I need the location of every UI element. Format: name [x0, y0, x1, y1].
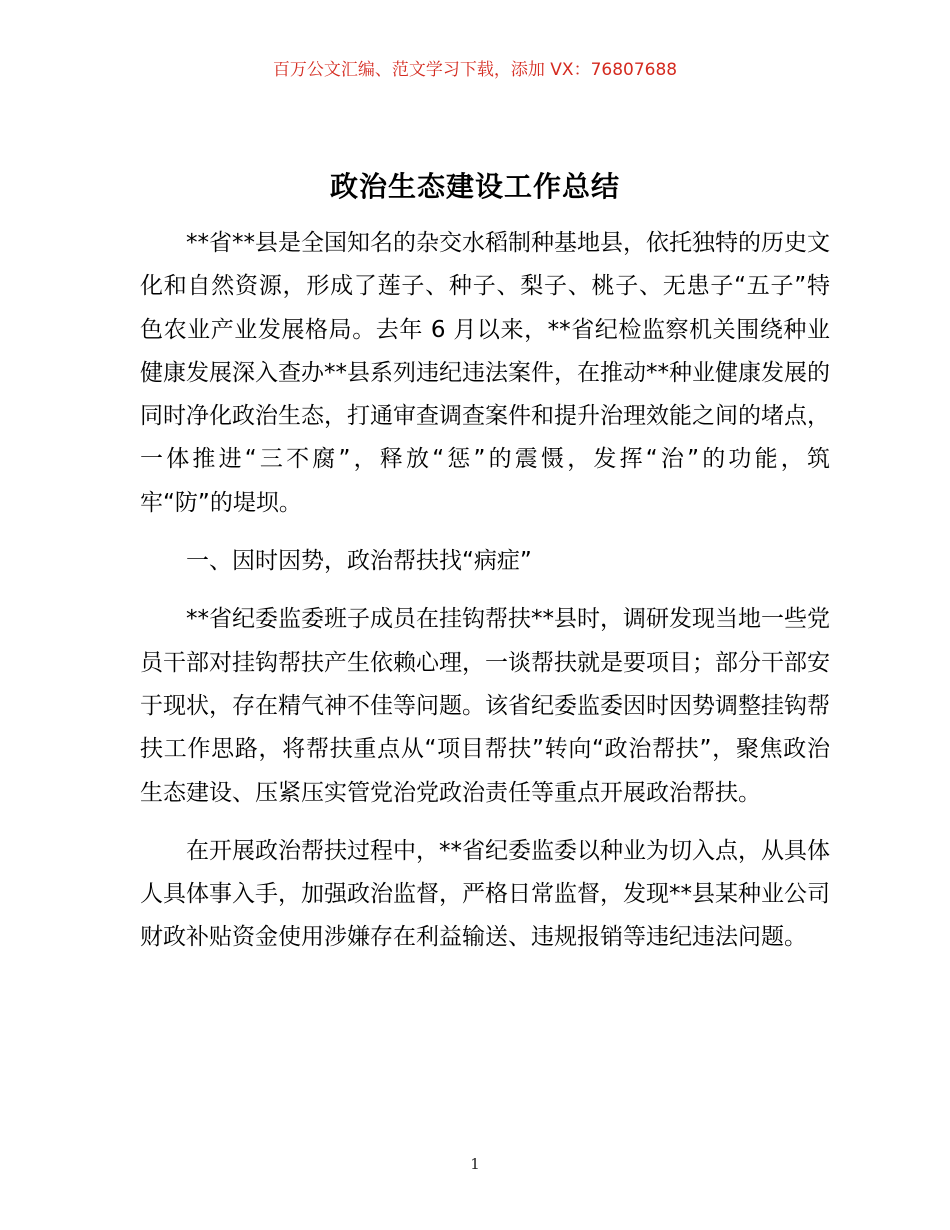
paragraph-body-1: **省纪委监委班子成员在挂钩帮扶**县时，调研发现当地一些党员干部对挂钩帮扶产生依赖心理，一谈帮扶就是要项目；部分干部安于现状，存在精气神不佳等问题。该省纪委监委因时因势调整挂钩帮扶工作思路，将帮扶重点从“项目帮扶”转向“政治帮扶”，聚焦政治生态建设、压紧压实管党治党政治责任等重点开展政治帮扶。 — [140, 606, 830, 806]
paragraph-body-2: 在开展政治帮扶过程中，**省纪委监委以种业为切入点，从具体人具体事入手，加强政治监督，严格日常监督，发现**县某种业公司财政补贴资金使用涉嫌存在利益输送、违规报销等违纪违法问题。 — [140, 837, 830, 951]
section-heading-1: 一、因时因势，政治帮扶找“病症” — [186, 548, 532, 575]
paragraph-intro: **省**县是全国知名的杂交水稻制种基地县，依托独特的历史文化和自然资源，形成了莲子、种子、梨子、桃子、无患子“五子”特色农业产业发展格局。去年 6 月以来，**省纪检监察机关围绕种业健康发展深入查办**县系列违纪违法案件，在推动**种业健康发展的同时净化政治生态，打通审查调查案件和提升治理效能之间的堵点，一体推进“三不腐”，释放“惩”的震慑，发挥“治”的功能，筑牢“防”的堤坝。 — [140, 230, 830, 516]
document-body — [140, 222, 830, 975]
page-number: 1 — [470, 1155, 480, 1173]
header-watermark: 百万公文汇编、范文学习下载，添加 VX：76807688 — [272, 60, 678, 80]
document-title: 政治生态建设工作总结 — [329, 170, 620, 203]
